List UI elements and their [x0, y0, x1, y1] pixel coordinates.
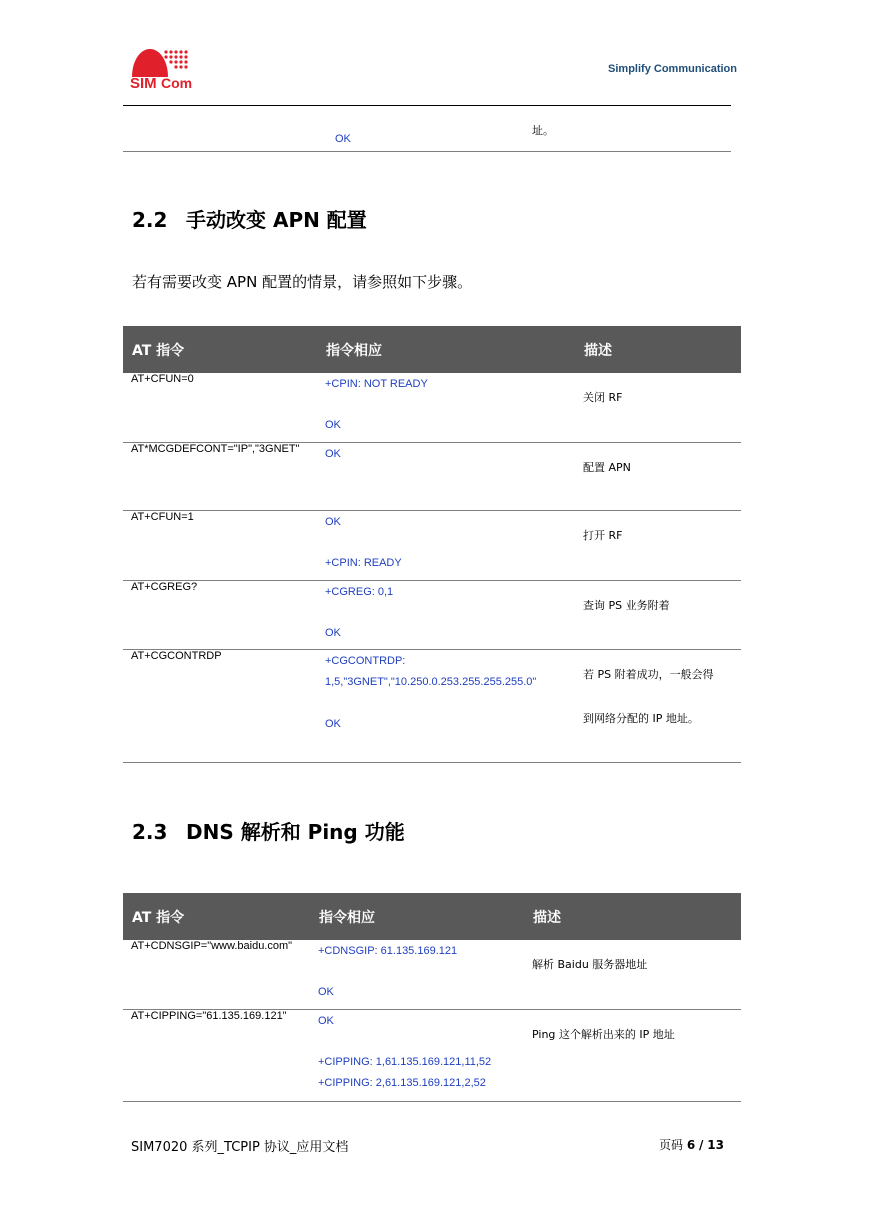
logo-sim-text: SIM — [130, 75, 157, 91]
section-2-2-intro: 若有需要改变 APN 配置的情景，请参照如下步骤。 — [132, 273, 473, 291]
column-header: AT 指令 — [123, 893, 310, 940]
response-line: OK — [325, 447, 341, 460]
table-header-row — [123, 893, 741, 940]
response-line: +CDNSGIP: 61.135.169.121 — [318, 945, 458, 957]
response-cell — [310, 940, 524, 1009]
response-cell — [317, 510, 575, 580]
section-2-3-heading — [132, 816, 405, 845]
section-number: 2.3 — [132, 820, 168, 844]
page-total: 13 — [707, 1138, 724, 1152]
response-line: +CIPPING: 2,61.135.169.121,2,52 — [318, 1076, 486, 1089]
response-cell — [317, 373, 575, 442]
column-header: 指令相应 — [317, 326, 575, 373]
response-line: 1,5,"3GNET","10.250.0.253.255.255.255.0" — [325, 675, 537, 688]
page-label: 页码 — [659, 1138, 684, 1152]
response-cell — [310, 1009, 524, 1101]
response-line: +CGCONTRDP: — [325, 654, 406, 667]
response-line: OK — [325, 515, 341, 528]
column-header: 指令相应 — [310, 893, 524, 940]
section-number: 2.2 — [132, 208, 168, 232]
command-cell: AT+CDNSGIP="www.baidu.com" — [123, 940, 310, 1009]
description-line: 到网络分配的 IP 地址。 — [583, 711, 699, 725]
command-cell: AT+CIPPING="61.135.169.121" — [123, 1009, 310, 1101]
table-row — [123, 373, 741, 442]
response-line: OK — [325, 717, 341, 730]
apn-config-table — [123, 326, 741, 763]
response-cell — [317, 649, 575, 762]
description-line: 查询 PS 业务附着 — [583, 598, 670, 612]
footer-page-number — [659, 1136, 724, 1153]
description-line: 配置 APN — [583, 460, 631, 474]
description-line: 若 PS 附着成功，一般会得 — [583, 667, 714, 681]
table-row — [123, 1009, 741, 1101]
response-cell — [317, 580, 575, 649]
table-header-row — [123, 326, 741, 373]
section-2-2-heading — [132, 204, 367, 233]
dns-ping-table — [123, 893, 741, 1102]
logo-com-text: Com — [161, 75, 193, 91]
response-cell — [317, 442, 575, 510]
section-title: 手动改变 APN 配置 — [186, 208, 367, 232]
command-cell: AT+CGREG? — [123, 580, 317, 649]
prev-table-row — [123, 106, 731, 152]
response-line: OK — [325, 626, 341, 639]
table-row — [123, 510, 741, 580]
description-cell — [575, 442, 741, 510]
command-cell: AT*MCGDEFCONT="IP","3GNET" — [123, 442, 317, 510]
table-row — [123, 442, 741, 510]
response-line: +CIPPING: 1,61.135.169.121,11,52 — [318, 1055, 492, 1068]
table-row — [123, 649, 741, 762]
table-row — [123, 580, 741, 649]
column-header: 描述 — [575, 326, 741, 373]
description-cell — [575, 580, 741, 649]
description-line: 解析 Baidu 服务器地址 — [532, 958, 648, 971]
response-line: +CPIN: NOT READY — [325, 378, 428, 390]
command-cell: AT+CFUN=0 — [123, 373, 317, 442]
command-cell: AT+CFUN=1 — [123, 510, 317, 580]
prev-row-description: 址。 — [532, 124, 554, 137]
description-line: 关闭 RF — [583, 391, 623, 404]
response-line: +CPIN: READY — [325, 556, 402, 569]
description-cell — [575, 649, 741, 762]
table-row — [123, 940, 741, 1009]
response-line: OK — [318, 1014, 334, 1027]
simcom-logo — [130, 47, 194, 91]
page-separator: / — [699, 1138, 704, 1152]
description-line: Ping 这个解析出来的 IP 地址 — [532, 1027, 675, 1041]
command-cell: AT+CGCONTRDP — [123, 649, 317, 762]
prev-row-response: OK — [335, 133, 351, 145]
section-title: DNS 解析和 Ping 功能 — [186, 820, 405, 844]
description-cell — [524, 940, 741, 1009]
column-header: AT 指令 — [123, 326, 317, 373]
footer-doc-title: SIM7020 系列_TCPIP 协议_应用文档 — [131, 1140, 349, 1155]
response-line: OK — [318, 986, 334, 998]
description-cell — [575, 510, 741, 580]
description-line: 打开 RF — [583, 528, 623, 542]
description-cell — [575, 373, 741, 442]
description-cell — [524, 1009, 741, 1101]
response-line: OK — [325, 419, 341, 431]
header-tagline: Simplify Communication — [608, 63, 737, 75]
response-line: +CGREG: 0,1 — [325, 585, 394, 598]
page-current: 6 — [686, 1138, 696, 1152]
column-header: 描述 — [524, 893, 741, 940]
